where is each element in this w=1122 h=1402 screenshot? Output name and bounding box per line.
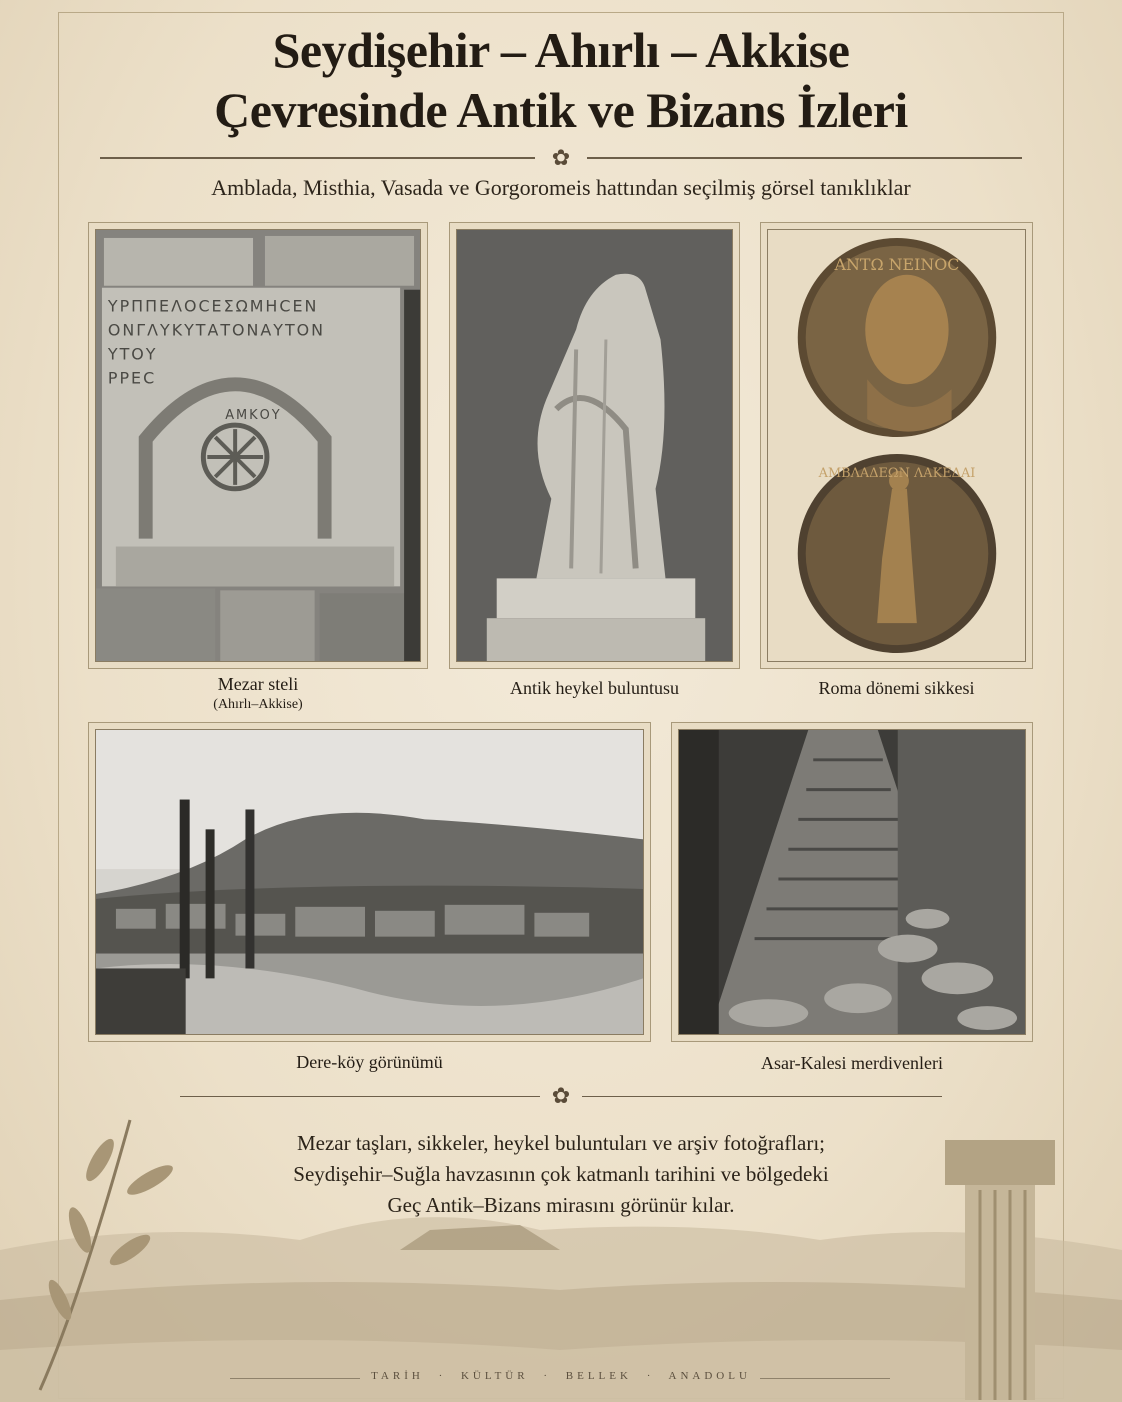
subtitle: Amblada, Misthia, Vasada ve Gorgoromeis hattından seçilmiş görsel tanıklıklar (211, 175, 911, 200)
footer-item-culture: KÜLTÜR (460, 1370, 529, 1382)
footer (0, 1370, 1122, 1382)
caption-stele-title: Mezar steli (217, 674, 299, 694)
rosette-icon: ✿ (551, 145, 571, 170)
coin-obverse-legend: ΑΝΤΩ ΝΕΙΝΟC (834, 254, 960, 274)
coins-image (768, 230, 1025, 661)
divider-lower-right (582, 1096, 942, 1097)
closing-text (160, 1128, 962, 1221)
divider-left (100, 157, 535, 159)
caption-coins: Roma dönemi sikkesi (818, 678, 975, 698)
stairs-image (679, 730, 1025, 1034)
statue-image (457, 230, 732, 661)
photo-stairs (671, 722, 1033, 1042)
photo-statue (449, 222, 740, 669)
village-image (96, 730, 643, 1034)
caption-stairs: Asar-Kalesi merdivenleri (760, 1053, 944, 1073)
stele-image (96, 230, 420, 661)
coin-reverse-legend: ΑΜΒΛΑΔΕΩΝ ΛΑΚΕΔΑΙ (818, 465, 976, 481)
stele-inscription-line4: ΡΡΕC (107, 368, 157, 388)
stele-inscription-line1: ΥΡΠΠΕΛΟCΕΣΩΜΗCΕΝ (107, 296, 319, 316)
divider-lower-left (180, 1096, 540, 1097)
closing-line1: Mezar taşları, sikkeler, heykel buluntuları ve arşiv fotoğrafları; (296, 1131, 826, 1155)
footer-separator: · (646, 1370, 655, 1382)
footer-separator: · (438, 1370, 447, 1382)
divider-right (587, 157, 1022, 159)
closing-line2: Seydişehir–Suğla havzasının çok katmanlı tarihini ve bölgedeki (293, 1162, 829, 1186)
stele-inscription-line3: ΥΤΟΥ (107, 344, 158, 364)
photo-coins (760, 222, 1033, 669)
stele-inscription-line5: ΑΜΚΟΥ (225, 408, 282, 424)
closing-line3: Geç Antik–Bizans mirasını görünür kılar. (387, 1193, 735, 1217)
footer-item-memory: BELLEK (565, 1370, 632, 1382)
photo-village (88, 722, 651, 1042)
footer-separator: · (543, 1370, 552, 1382)
caption-village: Dere-köy görünümü (296, 1052, 443, 1072)
page-title-line2: Çevresinde Antik ve Bizans İzleri (214, 82, 908, 138)
caption-stele (88, 674, 428, 713)
page-title-line1: Seydişehir – Ahırlı – Akkise (272, 22, 850, 78)
stele-inscription-line2: ΟΝΓΛΥΚΥΤΑΤΟΝΑΥΤΟΝ (107, 320, 326, 340)
caption-statue: Antik heykel buluntusu (510, 678, 679, 698)
rosette-icon-lower: ✿ (551, 1083, 571, 1108)
photo-stele (88, 222, 428, 669)
footer-item-anatolia: ANADOLU (668, 1370, 751, 1382)
caption-stele-sub: (Ahırlı–Akkise) (213, 697, 303, 712)
footer-item-history: TARİH (371, 1370, 424, 1382)
